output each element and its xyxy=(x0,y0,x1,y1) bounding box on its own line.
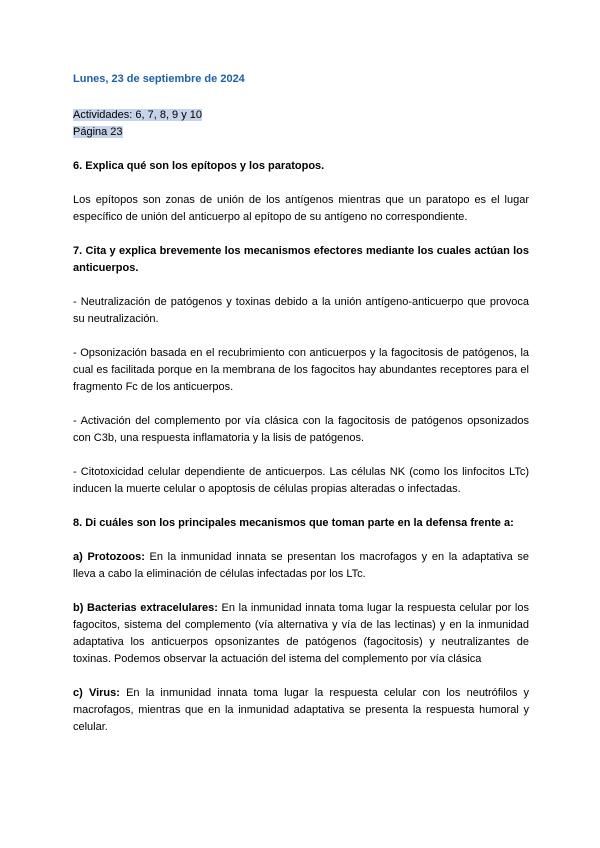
question-8-answer-a xyxy=(73,549,529,583)
question-7-title: 7. Cita y explica brevemente los mecanismos efectores mediante los cuales actúan los anticuerpos. xyxy=(73,245,529,274)
activities-line: Actividades: 6, 7, 8, 9 y 10 xyxy=(73,109,203,121)
question-8-answer-c xyxy=(73,685,529,736)
question-7-item-neutralization: - Neutralización de patógenos y toxinas debido a la unión antígeno-anticuerpo que provoca su neutralización. xyxy=(73,296,529,325)
question-7-item-opsonization: - Opsonización basada en el recubrimiento con anticuerpos y la fagocitosis de patógenos, la cual es facilitada porque en la membrana de los fagocitos hay abundantes receptores para el fragmento Fc de los anticuerpos. xyxy=(73,347,529,393)
activities-block xyxy=(73,107,529,141)
answer-c-label: c) Virus: xyxy=(73,687,120,699)
question-6-answer: Los epítopos son zonas de unión de los antígenos mientras que un paratopo es el lugar específico de unión del anticuerpo al epítopo de su antígeno no correspondiente. xyxy=(73,194,529,223)
question-7-item-complement: - Activación del complemento por vía clásica con la fagocitosis de patógenos opsonizados con C3b, una respuesta inflamatoria y la lisis de patógenos. xyxy=(73,415,529,444)
document-date: Lunes, 23 de septiembre de 2024 xyxy=(73,73,245,85)
question-8-title: 8. Di cuáles son los principales mecanismos que toman parte en la defensa frente a: xyxy=(73,517,514,529)
answer-b-text: En la inmunidad innata toma lugar la respuesta celular por los fagocitos, sistema del complemento (vía alternativa y vía de las lectinas) y en la inmunidad adaptativa los anticuerpos opsonizantes de patógenos (fagocitosis) y neutralizantes de toxinas. Podemos observar la actuación del istema del complemento por vía clásica xyxy=(73,602,529,665)
answer-b-label: b) Bacterias extracelulares: xyxy=(73,602,218,614)
question-8-answer-b xyxy=(73,600,529,668)
answer-a-label: a) Protozoos: xyxy=(73,551,145,563)
question-6-title: 6. Explica qué son los epítopos y los paratopos. xyxy=(73,160,325,172)
answer-c-text: En la inmunidad innata toma lugar la respuesta celular con los neutrófilos y macrofagos, mientras que en la inmunidad adaptativa se presenta la respuesta humoral y celular. xyxy=(73,687,529,733)
answer-a-text: En la inmunidad innata se presentan los macrofagos y en la adaptativa se lleva a cabo la eliminación de células infectadas por los LTc. xyxy=(73,551,529,580)
question-7-item-cytotoxicity: - Citotoxicidad celular dependiente de anticuerpos. Las células NK (como los linfocitos LTc) inducen la muerte celular o apoptosis de células propias alteradas o infectadas. xyxy=(73,466,529,495)
page-reference: Página 23 xyxy=(73,126,123,138)
